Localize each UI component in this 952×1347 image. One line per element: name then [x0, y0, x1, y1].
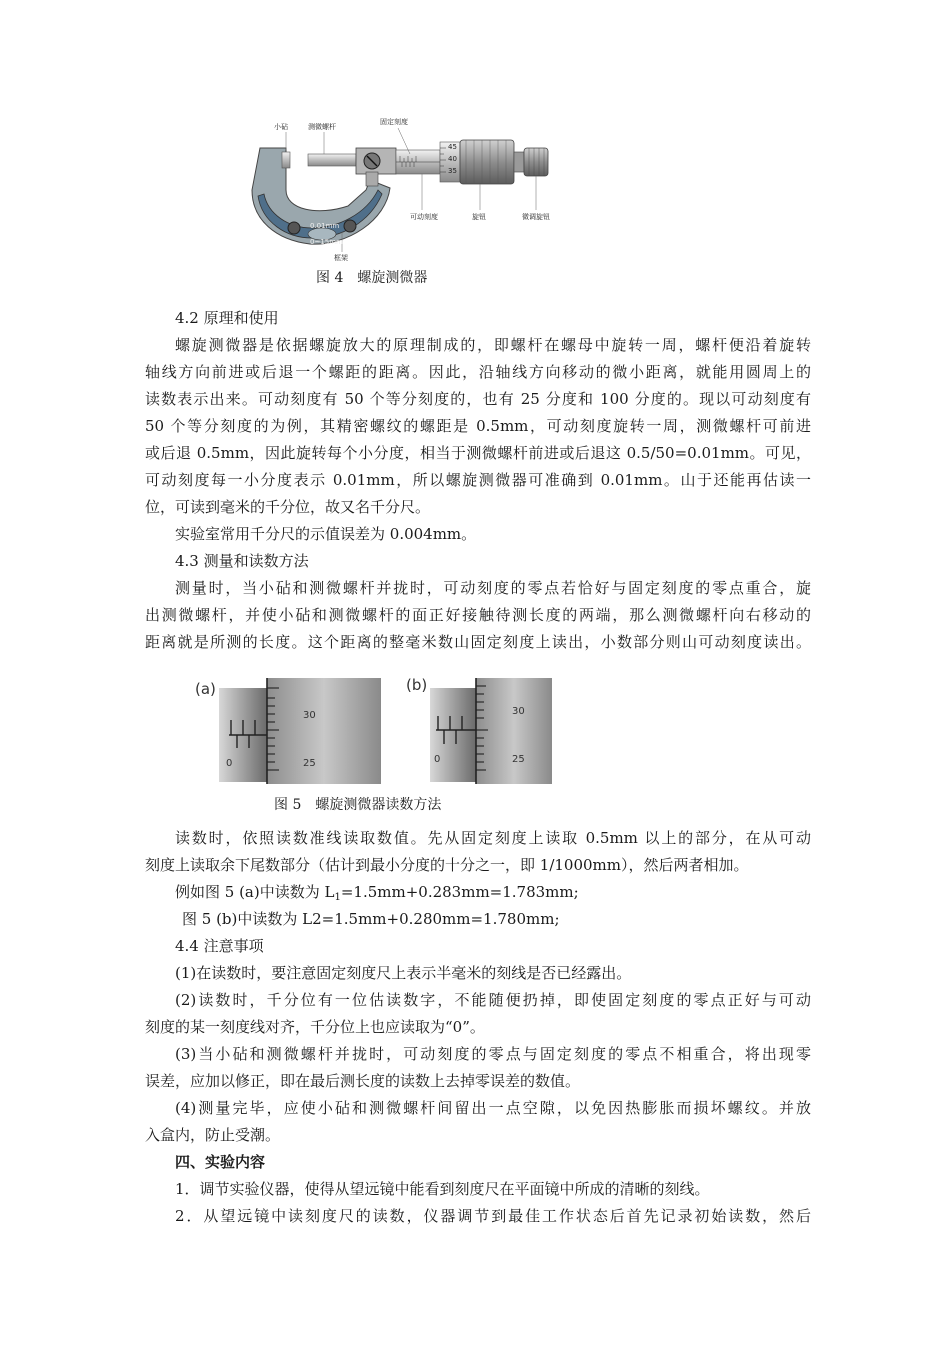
example-a-sub: 1	[334, 892, 341, 903]
label-ratchet: 微调旋钮	[522, 213, 550, 221]
frame-text-precision: 0.01mm	[310, 222, 340, 230]
heading-section-four: 四、实验内容	[175, 1153, 266, 1171]
paragraph-line: 轴线方向前进或后退一个螺距的距离。因此，沿轴线方向移动的微小距离，就能用圆周上的	[145, 363, 811, 381]
example-b: 图 5 (b)中读数为 L2=1.5mm+0.280mm=1.780mm;	[182, 910, 560, 928]
panel-a-tick-30: 30	[303, 710, 316, 721]
thimble-tick-40: 40	[448, 155, 457, 163]
paragraph-line: 50 个等分刻度的为例，其精密螺纹的螺距是 0.5mm，可动刻度旋转一周，测微螺杆可前进	[145, 417, 811, 435]
heading-4-4: 4.4 注意事项	[175, 937, 264, 955]
figure-5-caption	[274, 794, 441, 814]
paragraph-line: 位，可读到毫米的千分位，故又名千分尺。	[145, 498, 431, 516]
note-2-line-1: (2)读数时，千分位有一位估读数字，不能随便扔掉，即使固定刻度的零点正好与可动	[175, 991, 811, 1009]
paragraph-line: 出测微螺杆，并使小砧和测微螺杆的面正好接触待测长度的两端，那么测微螺杆向右移动的	[145, 606, 811, 624]
figure-5-caption-number: 图 5	[274, 797, 302, 813]
label-sleeve: 固定刻度	[380, 118, 408, 126]
paragraph-line: 读数时，依照读数准线读取数值。先从固定刻度上读取 0.5mm 以上的部分，在从可动	[175, 829, 811, 847]
paragraph-line: 读数表示出来。可动刻度有 50 个等分刻度的，也有 25 分度和 100 分度的。现以可动刻度有	[145, 390, 811, 408]
paragraph-line: 可动刻度每一小分度表示 0.01mm，所以螺旋测微器可准确到 0.01mm。山于还能再估读一	[145, 471, 811, 489]
heading-4-2: 4.2 原理和使用	[175, 309, 279, 327]
label-spindle: 测微螺杆	[308, 123, 336, 131]
figure-5-panel-b	[406, 674, 554, 786]
thimble-tick-35: 35	[448, 167, 457, 175]
content-item-2: 2．从望远镜中读刻度尺的读数，仪器调节到最佳工作状态后首先记录初始读数，然后	[175, 1207, 811, 1225]
example-a	[145, 879, 811, 906]
paragraph-line: 测量时，当小砧和测微螺杆并拢时，可动刻度的零点若恰好与固定刻度的零点重合，旋	[175, 579, 811, 597]
panel-a-sleeve-zero: 0	[226, 758, 233, 769]
panel-a-tick-25: 25	[303, 758, 316, 769]
label-anvil: 小砧	[274, 123, 288, 131]
panel-a-tag: (a)	[195, 680, 216, 698]
label-frame: 框架	[334, 254, 348, 262]
frame-text-range: 0~15mm	[310, 238, 343, 246]
note-2-line-2: 刻度的某一刻度线对齐，千分位上也应读取为“0”。	[145, 1018, 485, 1036]
panel-b-tick-25: 25	[512, 754, 525, 765]
figure-4-caption-number: 图 4	[316, 270, 344, 286]
example-a-pre: 例如图 5 (a)中读数为 L	[175, 883, 335, 901]
text-block-reading	[145, 825, 811, 1230]
panel-b-tick-30: 30	[512, 706, 525, 717]
figure-4-caption	[316, 267, 427, 287]
content-item-1: 1．调节实验仪器，使得从望远镜中能看到刻度尺在平面镜中所成的清晰的刻线。	[175, 1180, 710, 1198]
thimble-tick-45: 45	[448, 143, 457, 151]
note-4-line-2: 入盒内，防止受潮。	[145, 1126, 281, 1144]
figure-4-micrometer	[238, 110, 568, 270]
example-a-post: =1.5mm+0.283mm=1.783mm;	[340, 883, 579, 901]
paragraph-line: 刻度上读取余下尾数部分（估计到最小分度的十分之一，即 1/1000mm），然后两者相加。	[145, 856, 749, 874]
label-knob: 旋钮	[472, 213, 486, 221]
micrometer-illustration	[238, 110, 568, 270]
figure-5-panel-a	[195, 674, 383, 786]
panel-a-scale	[195, 674, 383, 786]
figure-5-caption-text: 螺旋测微器读数方法	[315, 797, 442, 813]
note-1: (1)在读数时，要注意固定刻度尺上表示半毫米的刻线是否已经露出。	[175, 964, 632, 982]
paragraph-line: 或后退 0.5mm，因此旋转每个小分度，相当于测微螺杆前进或后退这 0.5/50=0.01mm。可见，	[145, 444, 811, 462]
note-4-line-1: (4)测量完毕，应使小砧和测微螺杆间留出一点空隙，以免因热膨胀而损坏螺纹。并放	[175, 1099, 811, 1117]
text-block-principle	[145, 305, 811, 656]
error-note: 实验室常用千分尺的示值误差为 0.004mm。	[175, 525, 477, 543]
note-3-line-1: (3)当小砧和测微螺杆并拢时，可动刻度的零点与固定刻度的零点不相重合，将出现零	[175, 1045, 811, 1063]
paragraph-line: 距离就是所测的长度。这个距离的整毫米数山固定刻度上读出，小数部分则山可动刻度读出。	[145, 633, 811, 651]
figure-4-caption-text: 螺旋测微器	[357, 270, 428, 286]
panel-b-sleeve-zero: 0	[434, 754, 441, 765]
label-thimble: 可动刻度	[410, 213, 438, 221]
note-3-line-2: 误差，应加以修正，即在最后测长度的读数上去掉零误差的数值。	[145, 1072, 581, 1090]
panel-b-scale	[406, 674, 554, 786]
paragraph-line: 螺旋测微器是依据螺旋放大的原理制成的，即螺杆在螺母中旋转一周，螺杆便沿着旋转	[175, 336, 811, 354]
heading-4-3: 4.3 测量和读数方法	[175, 552, 309, 570]
panel-b-tag: (b)	[406, 676, 428, 694]
